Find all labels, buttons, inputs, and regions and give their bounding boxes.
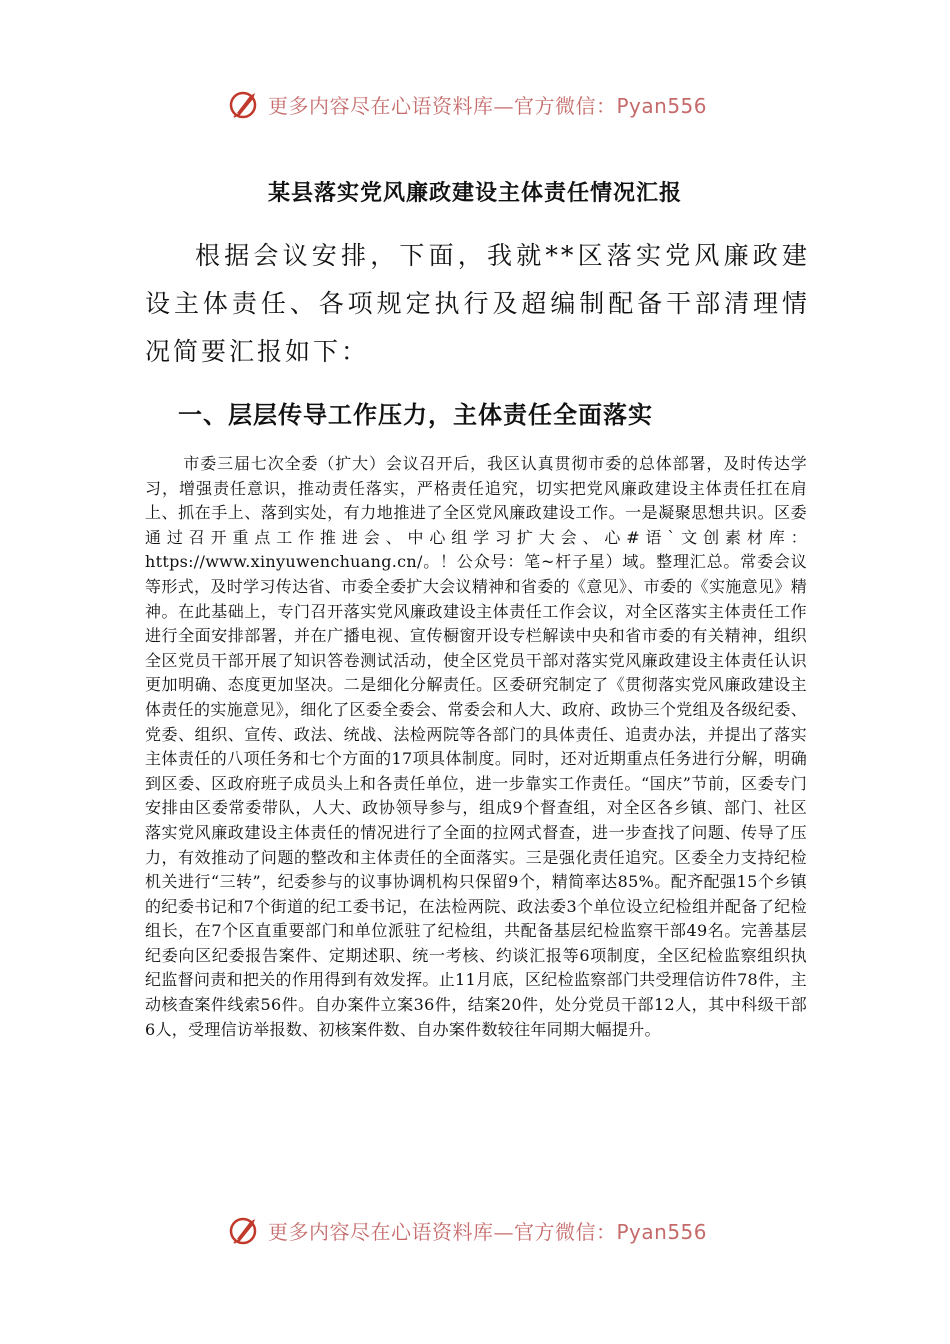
watermark-text: 更多内容尽在心语资料库—官方微信：Pyan556 — [268, 93, 708, 118]
watermark-wechat-id: Pyan556 — [616, 1219, 708, 1244]
section-heading: 一、层层传导工作压力，主体责任全面落实 — [178, 400, 653, 429]
document-title: 某县落实党风廉政建设主体责任情况汇报 — [267, 180, 682, 206]
watermark-bottom — [228, 1210, 748, 1250]
watermark-wechat-id: Pyan556 — [616, 93, 708, 118]
intro-paragraph: 根据会议安排，下面，我就**区落实党风廉政建设主体责任、各项规定执行及超编制配备干部清理情况简要汇报如下： — [145, 241, 810, 366]
pen-logo-icon — [228, 87, 262, 121]
watermark-top — [228, 84, 748, 124]
watermark-text: 更多内容尽在心语资料库—官方微信：Pyan556 — [268, 1219, 708, 1244]
pen-logo-icon — [228, 1213, 262, 1247]
body-paragraph: 市委三届七次全委（扩大）会议召开后，我区认真贯彻市委的总体部署，及时传达学习，增强责任意识，推动责任落实，严格责任追究，切实把党风廉政建设主体责任扛在肩上、抓在手上、落到实处，有力地推进了全区党风廉政建设工作。一是凝聚思想共识。区委通过召开重点工作推进会、中心组学习扩大会、心#语`文创素材库：https://www.xinyuwenchuang.cn/。！公众号：笔~杆子星）域。整理汇总。常委会议等形式，及时学习传达省、市委全委扩大会议精神和省委的《意见》、市委的《实施意见》精神。在此基础上，专门召开落实党风廉政建设主体责任工作会议，对全区落实主体责任工作进行全面安排部署，并在广播电视、宣传橱窗开设专栏解读中央和省市委的有关精神，组织全区党员干部开展了知识答卷测试活动，使全区党员干部对落实党风廉政建设主体责任认识更加明确、态度更加坚决。二是细化分解责任。区委研究制定了《贯彻落实党风廉政建设主体责任的实施意见》，细化了区委全委会、常委会和人大、政府、政协三个党组及各级纪委、党委、组织、宣传、政法、统战、法检两院等各部门的具体责任、追责办法，并提出了落实主体责任的八项任务和七个方面的17项具体制度。同时，还对近期重点任务进行分解，明确到区委、区政府班子成员头上和各责任单位，进一步靠实工作责任。“国庆”节前，区委专门安排由区委常委带队，人大、政协领导参与，组成9个督查组，对全区各乡镇、部门、社区落实党风廉政建设主体责任的情况进行了全面的拉网式督查，进一步查找了问题、传导了压力，有效推动了问题的整改和主体责任的全面落实。三是强化责任追究。区委全力支持纪检机关进行“三转”，纪委参与的议事协调机构只保留9个，精简率达85%。配齐配强15个乡镇的纪委书记和7个街道的纪工委书记，在法检两院、政法委3个单位设立纪检组并配备了纪检组长，在7个区直重要部门和单位派驻了纪检组，共配备基层纪检监察干部49名。完善基层纪委向区纪委报告案件、定期述职、统一考核、约谈汇报等6项制度，全区纪检监察组织执纪监督问责和把关的作用得到有效发挥。止11月底，区纪检监察部门共受理信访件78件，主动核查案件线索56件。自办案件立案36件，结案20件，处分党员干部12人，其中科级干部6人，受理信访举报数、初核案件数、自办案件数较往年同期大幅提升。 — [145, 454, 807, 1039]
